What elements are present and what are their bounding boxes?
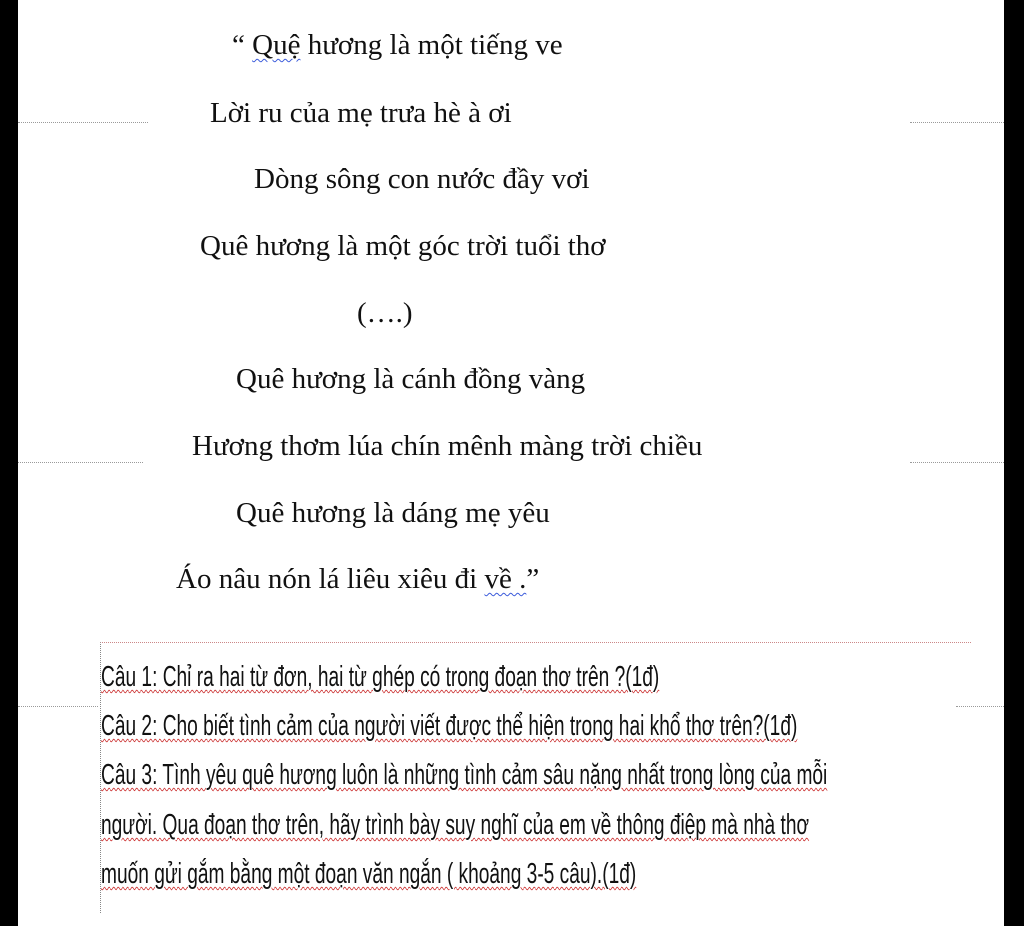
poem-line: Quê hương là cánh đồng vàng <box>236 363 586 395</box>
poem-line: Quê hương là một góc trời tuổi thơ <box>200 230 606 262</box>
poem-line: Quê hương là dáng mẹ yêu <box>236 497 550 529</box>
question-line: Câu 2: Cho biết tình cảm của người viết được thể hiện trong hai khổ thơ trên?(1đ) <box>101 710 798 742</box>
question-line: muốn gửi gắm bằng một đoạn văn ngắn ( khoảng 3-5 câu).(1đ) <box>101 858 637 890</box>
poem-line: Áo nâu nón lá liêu xiêu đi về .” <box>176 563 540 595</box>
document-page <box>18 0 1004 926</box>
question-line: Câu 3: Tình yêu quê hương luôn là những tình cảm sâu nặng nhất trong lòng của mỗi <box>101 759 828 791</box>
margin-guide-left <box>18 122 148 123</box>
margin-guide-right <box>910 462 1004 463</box>
margin-guide-left <box>18 706 98 707</box>
poem-line: Hương thơm lúa chín mênh màng trời chiều <box>192 430 703 462</box>
poem-ellipsis: (….) <box>357 297 413 329</box>
question-line: Câu 1: Chỉ ra hai từ đơn, hai từ ghép có trong đoạn thơ trên ?(1đ) <box>101 661 660 693</box>
poem-line: Dòng sông con nước đầy vơi <box>254 163 590 195</box>
spellcheck-marked-word: về . <box>484 563 527 595</box>
margin-guide-right <box>910 122 1004 123</box>
margin-guide-left <box>18 462 143 463</box>
questions-block <box>100 642 971 913</box>
spellcheck-marked-word: Quệ <box>252 29 301 61</box>
poem-line: “ Quệ hương là một tiếng ve <box>232 29 563 61</box>
poem-line: Lời ru của mẹ trưa hè à ơi <box>210 97 512 129</box>
question-line: người. Qua đoạn thơ trên, hãy trình bày suy nghĩ của em về thông điệp mà nhà thơ <box>101 809 810 841</box>
